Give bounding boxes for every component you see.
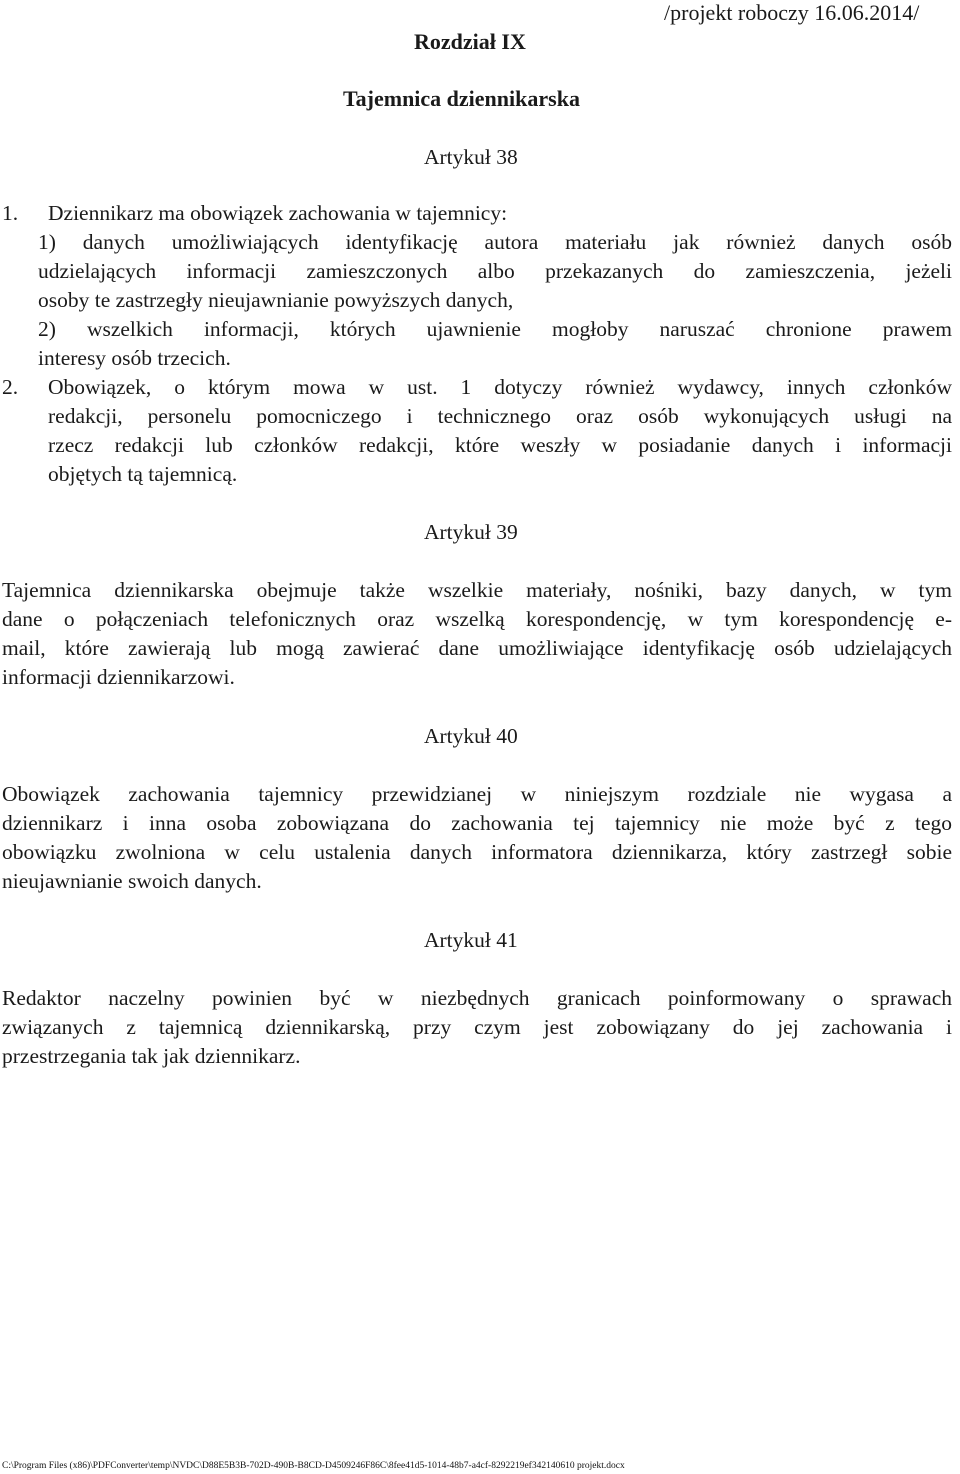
art39-line-3: mail, które zawierają lub mogą zawierać dane umożliwiające identyfikację osób udzielających — [2, 636, 952, 660]
art38-item-2-line-1: 2) wszelkich informacji, których ujawnienie mogłoby naruszać chronione prawem — [38, 317, 952, 341]
art38-paragraph-1-number: 1. — [2, 201, 19, 225]
art38-paragraph-1-text: Dziennikarz ma obowiązek zachowania w tajemnicy: — [48, 201, 508, 225]
art39-line-1: Tajemnica dziennikarska obejmuje także wszelkie materiały, nośniki, bazy danych, w tym — [2, 578, 952, 602]
footer-file-path: C:\Program Files (x86)\PDFConverter\temp\NVDC\D88E5B3B-702D-490B-B8CD-D4509246F86C\8fee41d5-1014-48b7-a4cf-8292219ef342140610 projekt.docx — [2, 1461, 625, 1471]
article-40-heading: Artykuł 40 — [424, 724, 518, 748]
art38-item-1-line-3: osoby te zastrzegły nieujawnianie powyższych danych, — [38, 288, 514, 312]
chapter-heading: Rozdział IX — [414, 29, 526, 54]
art40-line-3: obowiązku zwolniona w celu ustalenia danych informatora dziennikarza, który zastrzegł sobie — [2, 840, 952, 864]
article-38-heading: Artykuł 38 — [424, 145, 518, 169]
art40-line-1: Obowiązek zachowania tajemnicy przewidzianej w niniejszym rozdziale nie wygasa a — [2, 782, 952, 806]
art39-line-2: dane o połączeniach telefonicznych oraz wszelką korespondencję, w tym korespondencję e- — [2, 607, 952, 631]
art38-paragraph-2-number: 2. — [2, 375, 19, 399]
art39-line-4: informacji dziennikarzowi. — [2, 665, 235, 689]
art38-paragraph-2-line-3: rzecz redakcji lub członków redakcji, które weszły w posiadanie danych i informacji — [48, 433, 952, 457]
art38-paragraph-2-line-4: objętych tą tajemnicą. — [48, 462, 238, 486]
art38-item-1-line-2: udzielających informacji zamieszczonych albo przekazanych do zamieszczenia, jeżeli — [38, 259, 952, 283]
article-41-heading: Artykuł 41 — [424, 928, 518, 952]
art40-line-2: dziennikarz i inna osoba zobowiązana do zachowania tej tajemnicy nie może być z tego — [2, 811, 952, 835]
chapter-title: Tajemnica dziennikarska — [343, 86, 580, 111]
draft-note: /projekt roboczy 16.06.2014/ — [664, 0, 920, 25]
art41-line-2: związanych z tajemnicą dziennikarską, przy czym jest zobowiązany do jej zachowania i — [2, 1015, 952, 1039]
art41-line-1: Redaktor naczelny powinien być w niezbędnych granicach poinformowany o sprawach — [2, 986, 952, 1010]
art40-line-4: nieujawnianie swoich danych. — [2, 869, 262, 893]
article-39-heading: Artykuł 39 — [424, 520, 518, 544]
art38-paragraph-2-line-1: Obowiązek, o którym mowa w ust. 1 dotyczy również wydawcy, innych członków — [48, 375, 952, 399]
art38-item-1-line-1: 1) danych umożliwiających identyfikację autora materiału jak również danych osób — [38, 230, 952, 254]
art38-item-2-line-2: interesy osób trzecich. — [38, 346, 231, 370]
art41-line-3: przestrzegania tak jak dziennikarz. — [2, 1044, 301, 1068]
art38-paragraph-2-line-2: redakcji, personelu pomocniczego i technicznego oraz osób wykonujących usługi na — [48, 404, 952, 428]
